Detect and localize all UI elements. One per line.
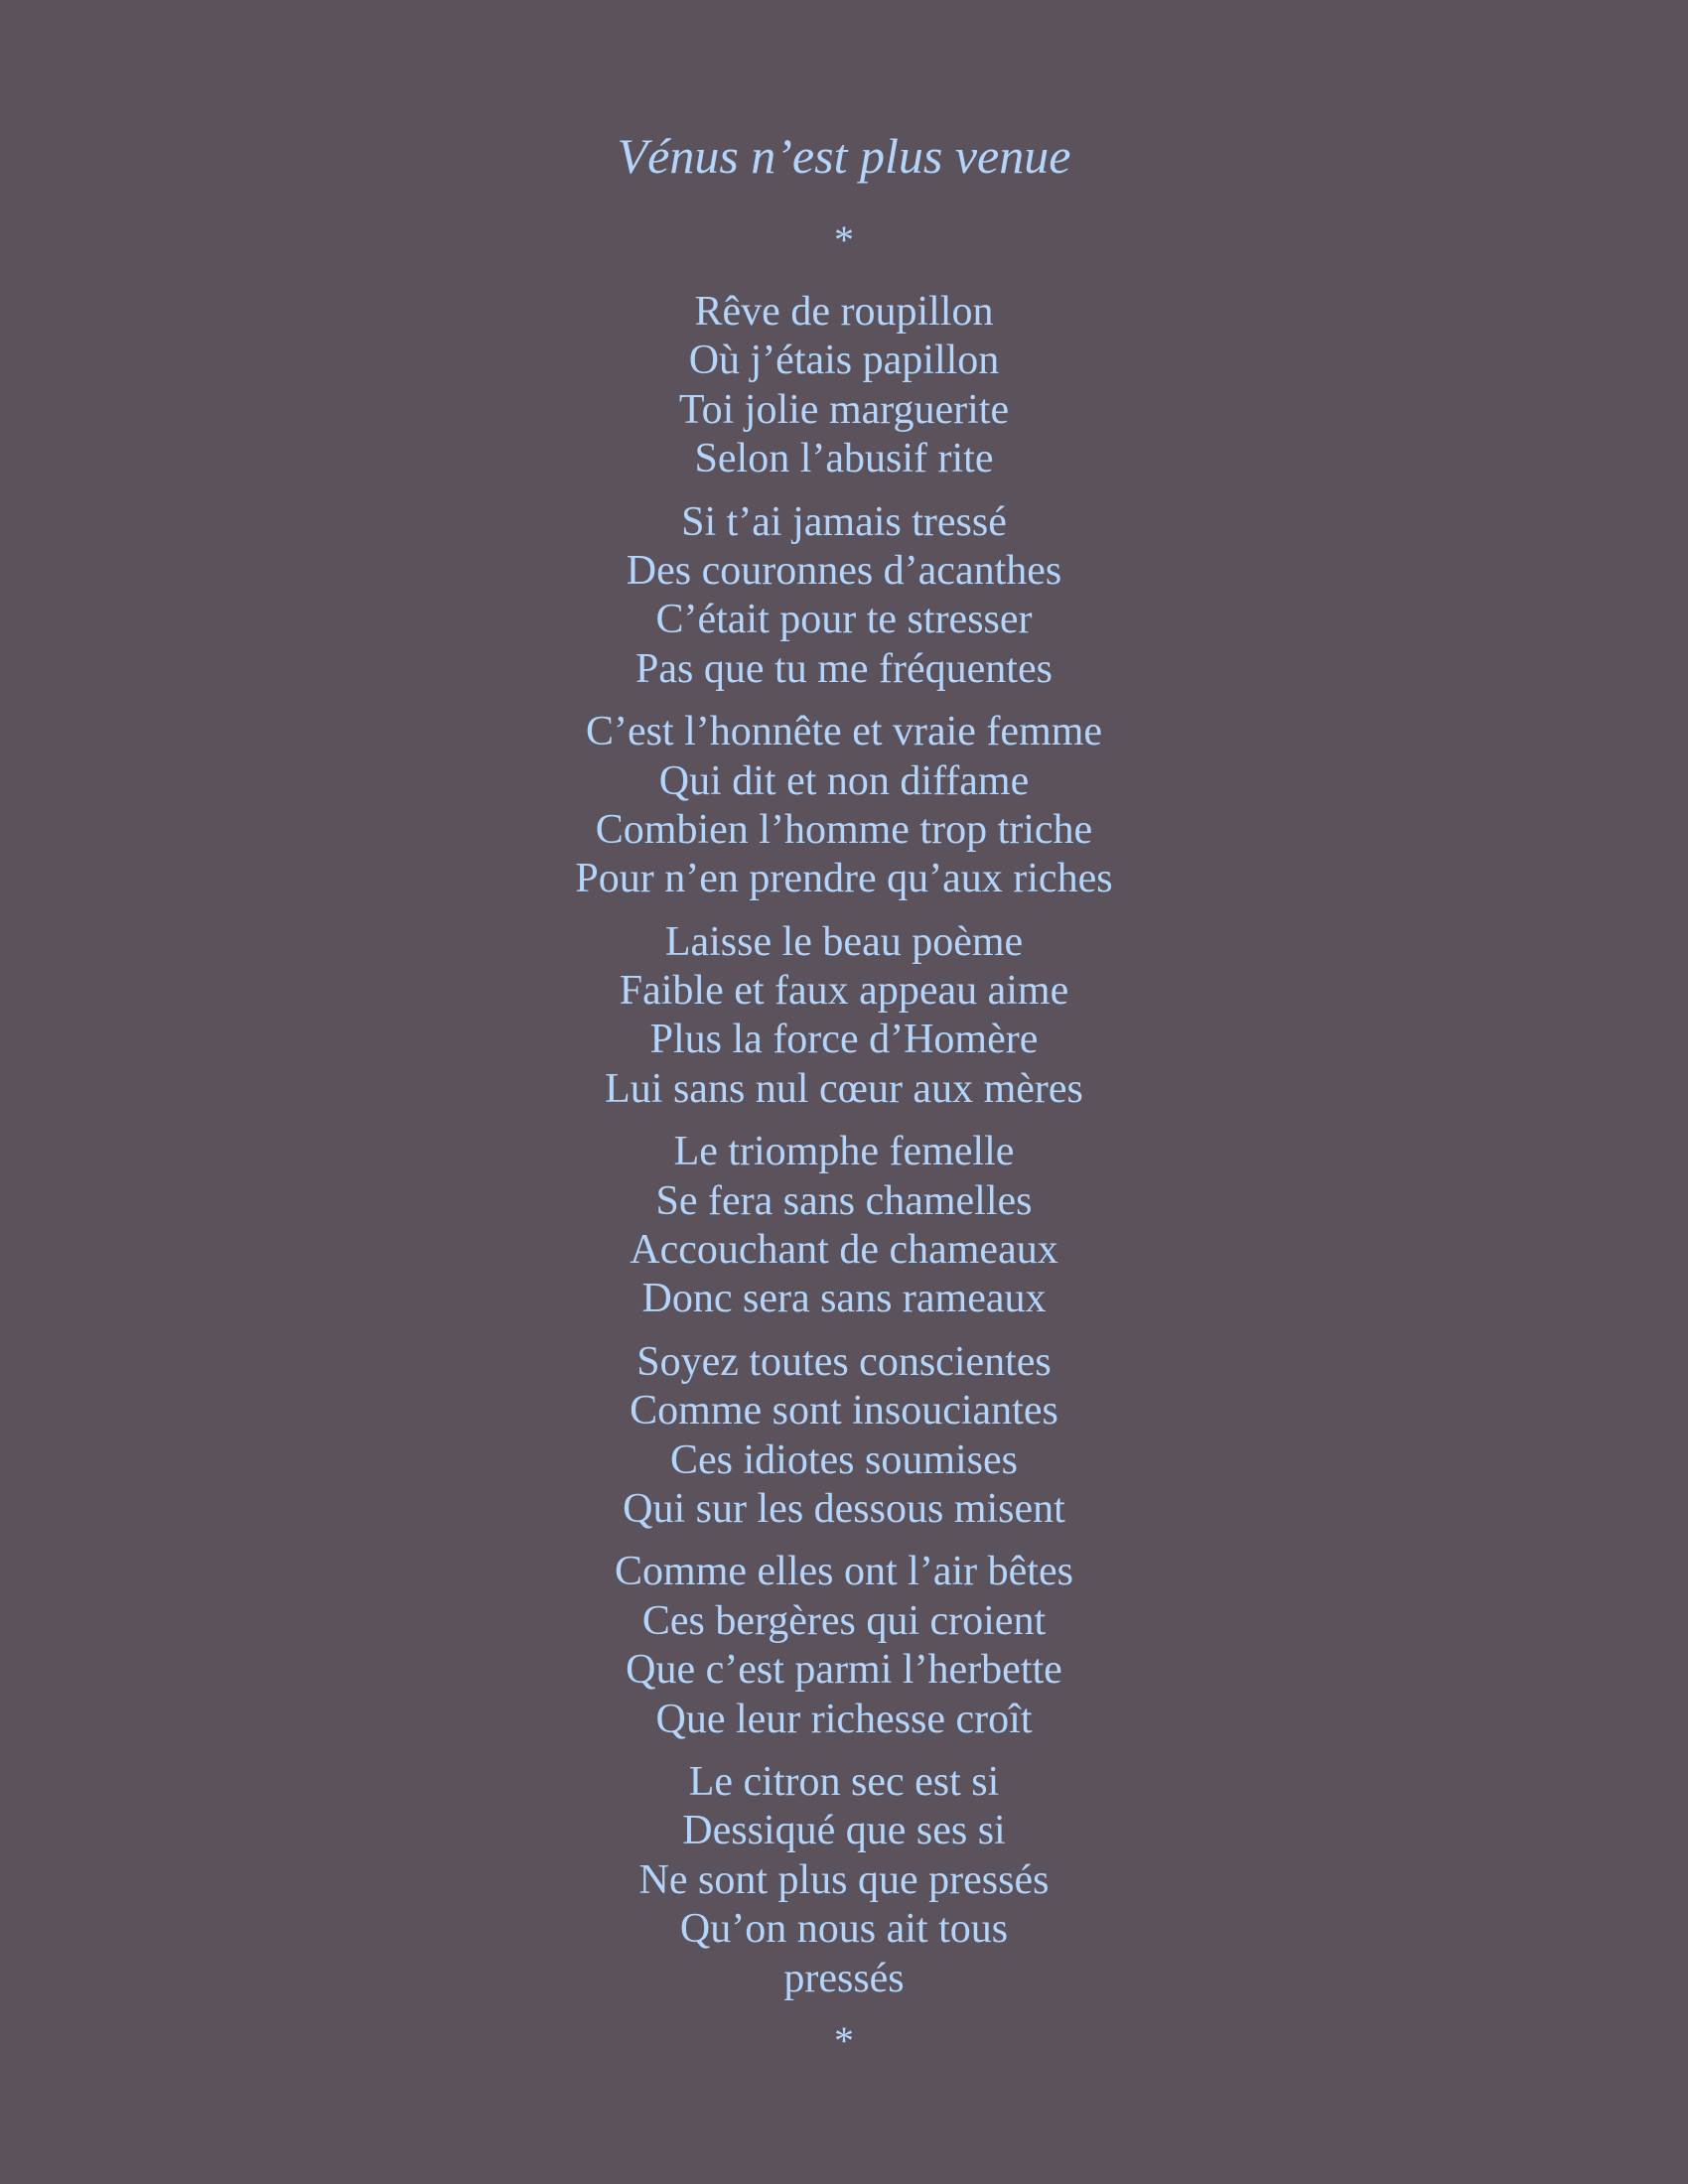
stanza-1 bbox=[0, 288, 1688, 484]
verse-line: Que leur richesse croît bbox=[655, 1696, 1033, 1742]
verse-line: Pour n’en prendre qu’aux riches bbox=[575, 856, 1113, 902]
verse-line: Des couronnes d’acanthes bbox=[626, 547, 1062, 594]
verse-line: Donc sera sans rameaux bbox=[641, 1276, 1047, 1322]
verse-line: Le citron sec est si bbox=[688, 1758, 1000, 1805]
poem-title: Vénus n’est plus venue bbox=[617, 128, 1071, 184]
verse-line: Où j’étais papillon bbox=[688, 338, 1000, 384]
verse-line: Le triomphe femelle bbox=[673, 1129, 1015, 1175]
verse-line: Qui dit et non diffame bbox=[658, 757, 1030, 804]
verse-line: Lui sans nul cœur aux mères bbox=[605, 1065, 1083, 1112]
verse-line: Rêve de roupillon bbox=[694, 289, 994, 335]
verse-line: C’est l’honnête et vraie femme bbox=[585, 709, 1103, 755]
verse-line: Combien l’homme trop triche bbox=[595, 806, 1093, 853]
verse-line: Faible et faux appeau aime bbox=[619, 968, 1069, 1015]
verse-line: Que c’est parmi l’herbette bbox=[626, 1647, 1062, 1694]
verse-line: Laisse le beau poème bbox=[664, 918, 1024, 965]
verse-line: Qu’on nous ait tous bbox=[679, 1906, 1009, 1953]
verse-line: Plus la force d’Homère bbox=[649, 1017, 1039, 1063]
stanza-3 bbox=[0, 708, 1688, 904]
verse-line: Dessiqué que ses si bbox=[682, 1808, 1006, 1854]
verse-line: Comme elles ont l’air bêtes bbox=[615, 1549, 1073, 1595]
verse-line: Si t’ai jamais tressé bbox=[681, 498, 1007, 545]
verse-line: Comme sont insouciantes bbox=[630, 1388, 1058, 1434]
stanza-8 bbox=[0, 1758, 1688, 2003]
verse-line: C’était pour te stresser bbox=[655, 597, 1033, 643]
stanza-6 bbox=[0, 1338, 1688, 1535]
separator-star-top: * bbox=[834, 217, 854, 262]
verse-line: Ces idiotes soumises bbox=[669, 1436, 1018, 1483]
verse-line: Soyez toutes conscientes bbox=[636, 1338, 1052, 1385]
verse-line: Toi jolie marguerite bbox=[678, 386, 1010, 433]
verse-line: pressés bbox=[783, 1955, 905, 2001]
poem-body bbox=[0, 288, 1688, 2003]
verse-line: Pas que tu me fréquentes bbox=[635, 645, 1053, 692]
stanza-7 bbox=[0, 1548, 1688, 1744]
stanza-2 bbox=[0, 498, 1688, 695]
verse-line: Ces bergères qui croient bbox=[641, 1597, 1047, 1644]
verse-line: Se fera sans chamelles bbox=[655, 1177, 1033, 1224]
verse-line: Ne sont plus que pressés bbox=[638, 1856, 1050, 1903]
stanza-5 bbox=[0, 1128, 1688, 1324]
verse-line: Qui sur les dessous misent bbox=[623, 1485, 1065, 1532]
separator-star-bottom: * bbox=[834, 2017, 854, 2063]
stanza-4 bbox=[0, 918, 1688, 1115]
verse-line: Accouchant de chameaux bbox=[630, 1227, 1058, 1274]
verse-line: Selon l’abusif rite bbox=[694, 436, 994, 482]
